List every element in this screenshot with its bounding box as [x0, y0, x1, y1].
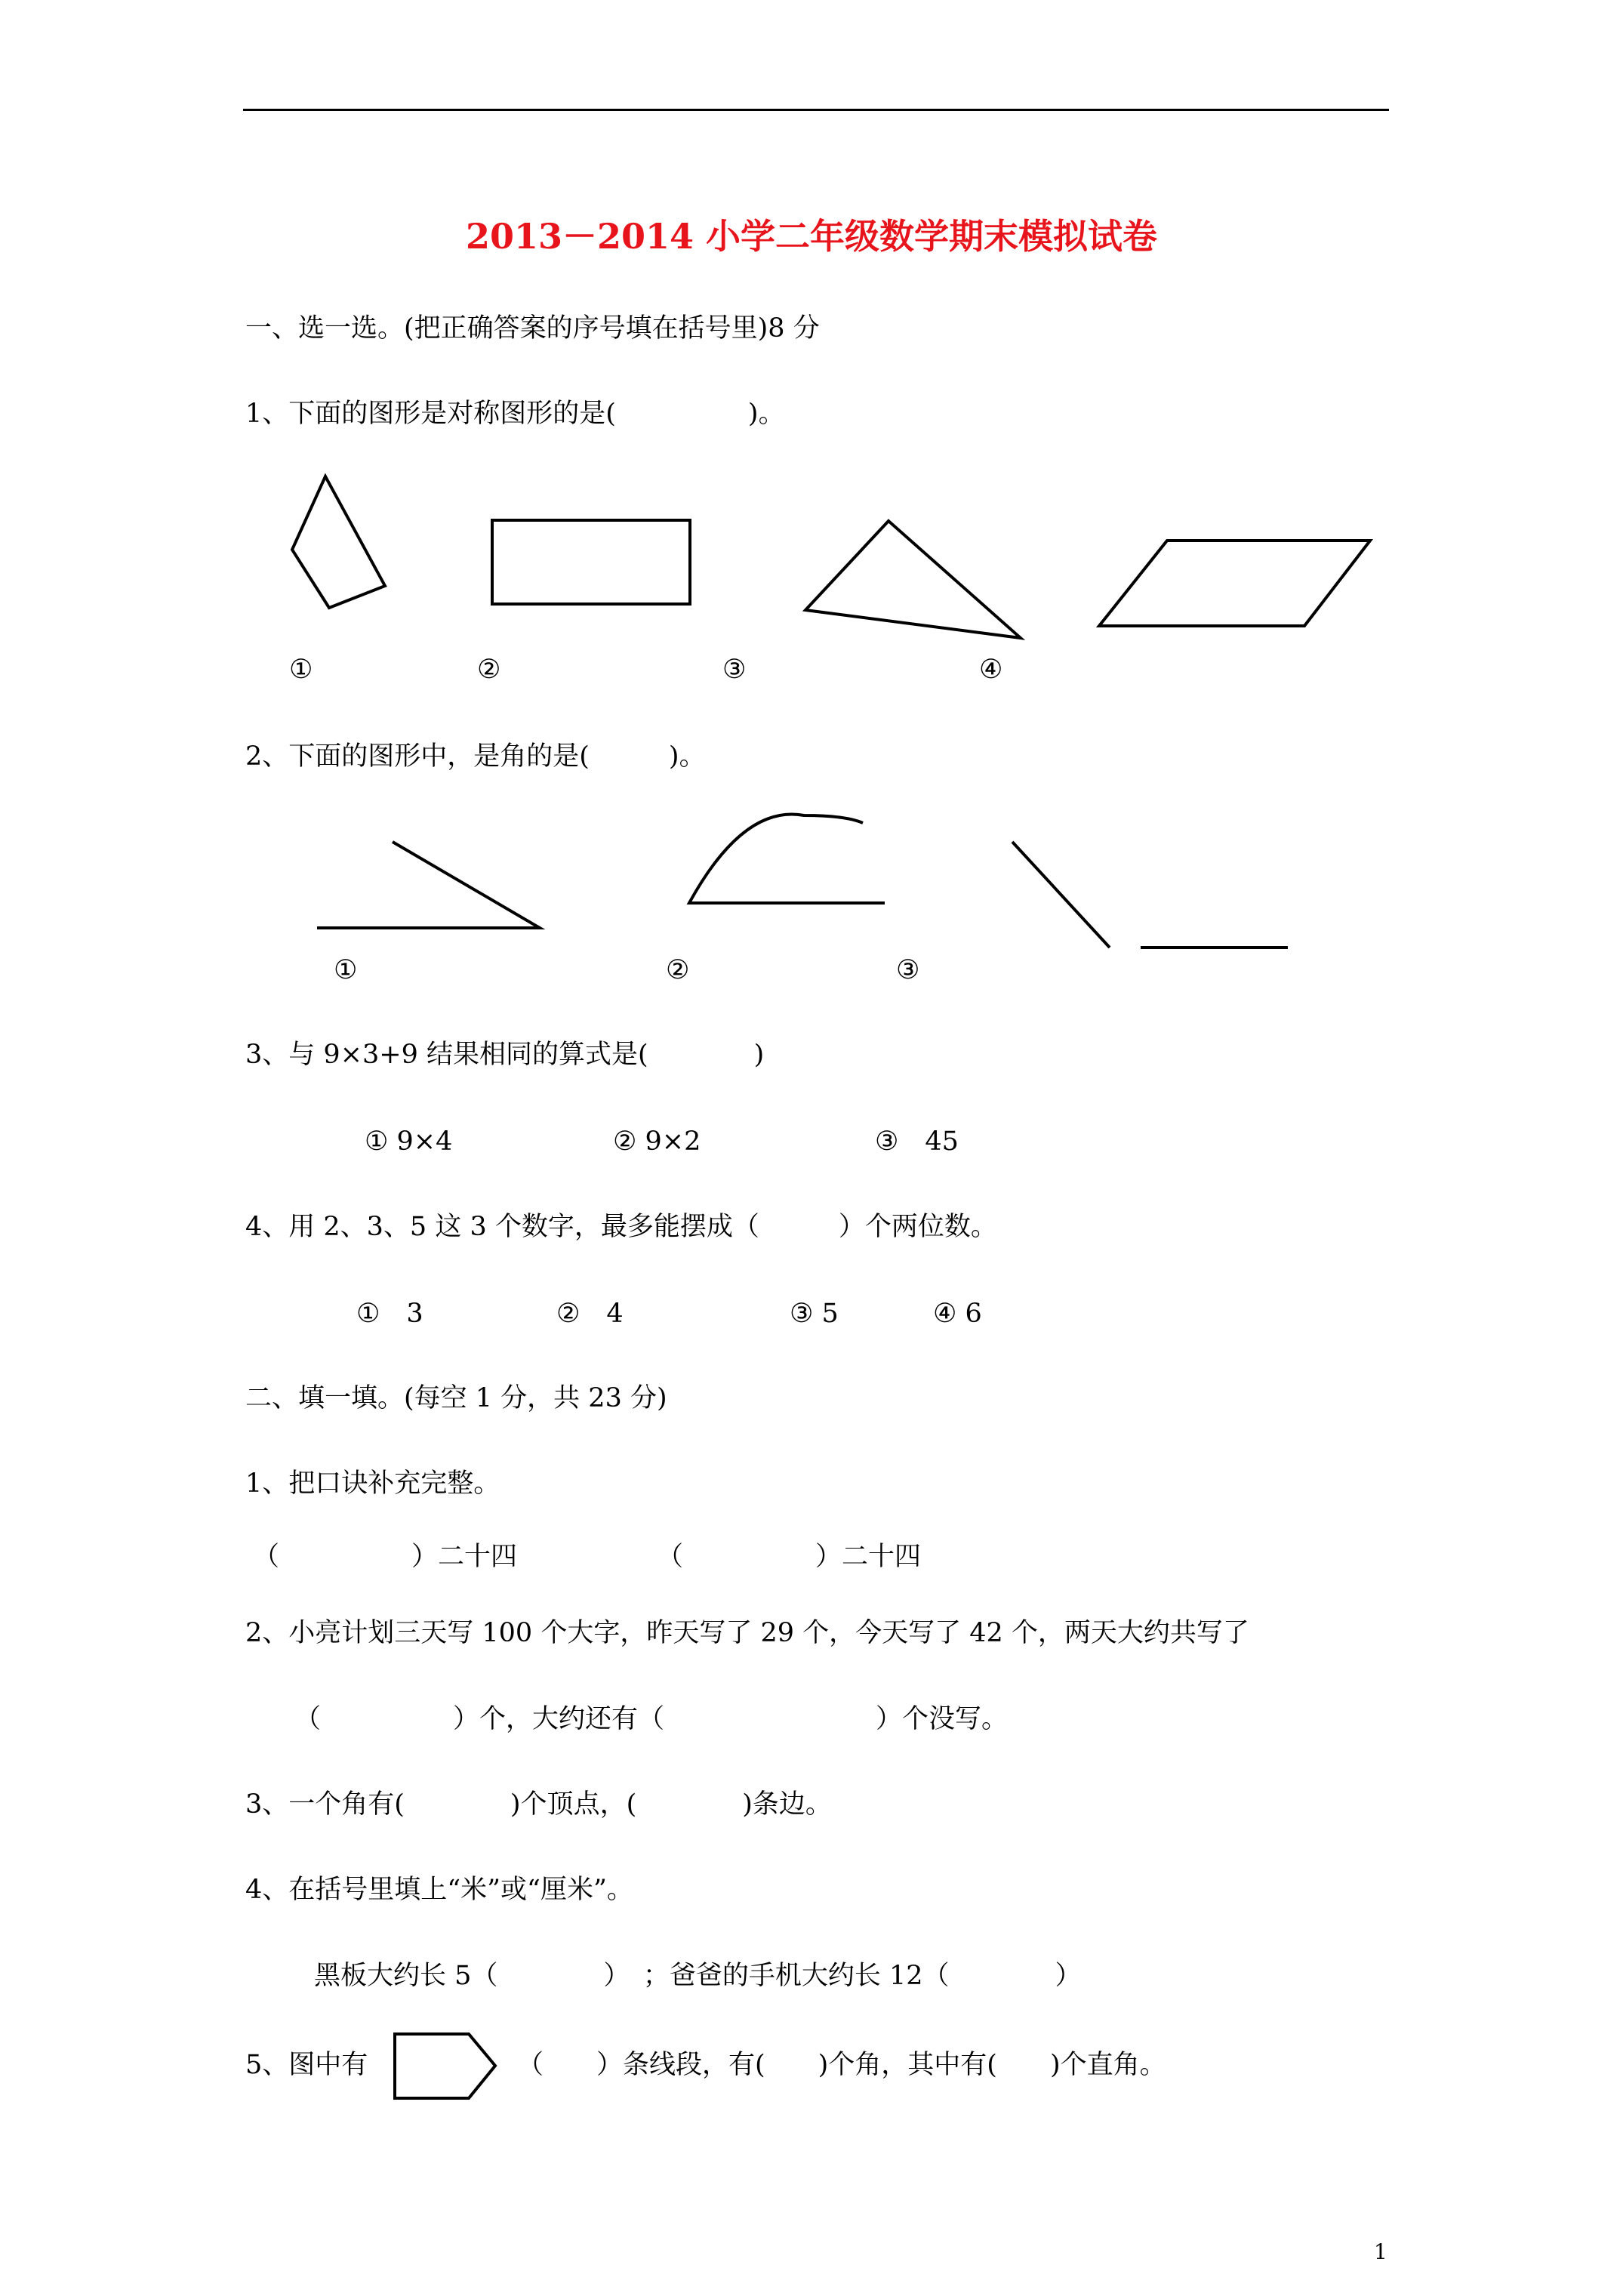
q3-option-1: ① 9×4: [365, 1126, 453, 1157]
q1-option-2: ②: [477, 655, 501, 685]
q2-option-1: ①: [334, 955, 358, 985]
q1-1-text: 1、下面的图形是对称图形的是( )。: [245, 399, 785, 429]
q1-option-3: ③: [722, 655, 747, 685]
page-title: 2013－2014 小学二年级数学期末模拟试卷: [465, 216, 1158, 257]
s2-q2-line1: 2、小亮计划三天写 100 个大字，昨天写了 29 个，今天写了 42 个，两天大约共写了: [245, 1618, 1249, 1648]
s2-q5-suffix: （ ）条线段，有( )个角，其中有( )个直角。: [517, 2050, 1166, 2080]
q2-figure-line-a: [1012, 842, 1110, 948]
q3-option-2: ② 9×2: [613, 1126, 701, 1157]
s2-q2-line2: （ ）个，大约还有（ ）个没写。: [294, 1704, 1009, 1734]
s2-q3-text: 3、一个角有( )个顶点，( )条边。: [245, 1789, 832, 1820]
q3-text: 3、与 9×3+9 结果相同的算式是( ): [245, 1040, 765, 1070]
q1-option-1: ①: [289, 655, 313, 685]
q3-option-3: ③ 45: [875, 1126, 959, 1157]
s2-q1-blank-2: （ ）二十四: [657, 1542, 922, 1572]
q5-figure-pentagon: [395, 2034, 495, 2098]
q1-shape-quadrilateral: [292, 476, 385, 608]
s2-q4-line2: 黑板大约长 5（ ） ；爸爸的手机大约长 12（ ）: [314, 1961, 1082, 1991]
page-number: 1: [1374, 2239, 1387, 2264]
q4-option-4: ④ 6: [933, 1299, 982, 1329]
q4-text: 4、用 2、3、5 这 3 个数字，最多能摆成（ ）个两位数。: [245, 1212, 997, 1242]
q1-option-4: ④: [979, 655, 1003, 685]
q4-option-1: ① 3: [356, 1299, 423, 1329]
section1-heading: 一、选一选。(把正确答案的序号填在括号里)8 分: [245, 313, 820, 344]
s2-q4-text: 4、在括号里填上“米”或“厘米”。: [245, 1875, 633, 1905]
q4-option-3: ③ 5: [790, 1299, 839, 1329]
q2-option-3: ③: [896, 955, 920, 985]
q4-option-2: ② 4: [556, 1299, 624, 1329]
q2-text: 2、下面的图形中，是角的是( )。: [245, 741, 706, 772]
s2-q1-text: 1、把口诀补充完整。: [245, 1469, 500, 1499]
q1-shape-parallelogram: [1099, 541, 1370, 626]
q2-figure-angle: [317, 842, 540, 928]
q1-shape-rectangle: [492, 520, 690, 604]
s2-q5-prefix: 5、图中有: [245, 2050, 368, 2080]
q1-shape-triangle: [805, 521, 1021, 638]
s2-q1-blank-1: （ ）二十四: [253, 1542, 518, 1572]
q2-option-2: ②: [666, 955, 690, 985]
q2-figure-curve-angle: [689, 814, 885, 903]
section2-heading: 二、填一填。(每空 1 分，共 23 分): [245, 1383, 667, 1413]
